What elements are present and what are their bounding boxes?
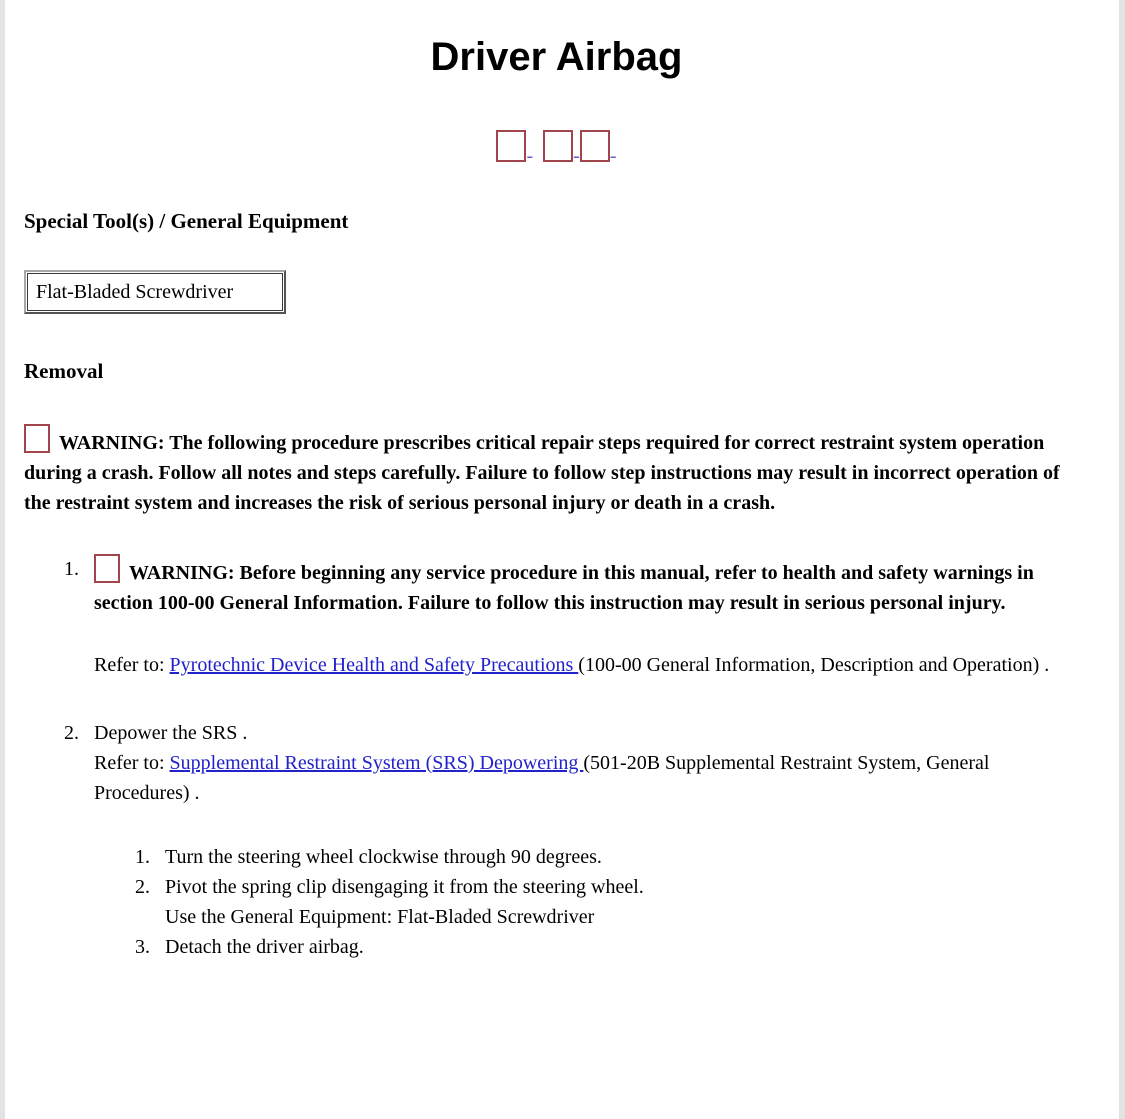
page-edge-left xyxy=(0,0,5,1119)
step-item-2 xyxy=(64,718,1089,962)
removal-steps-list xyxy=(64,554,1089,962)
broken-image-icon xyxy=(24,424,50,453)
substep-body xyxy=(165,872,1089,932)
thumbnail-link-3[interactable] xyxy=(580,130,617,171)
step-text: Depower the SRS . xyxy=(94,722,248,744)
substep-item-3 xyxy=(135,932,1089,962)
removal-heading: Removal xyxy=(24,359,104,383)
substep-text: Detach the driver airbag. xyxy=(165,936,364,958)
refer-prefix: Refer to: xyxy=(94,654,170,676)
thumbnail-row xyxy=(24,130,1089,167)
equipment-cell: Flat-Bladed Screwdriver xyxy=(27,273,283,311)
refer-suffix: (501-20B Supplemental Restraint System, General Procedures) . xyxy=(94,752,990,804)
thumbnail-dash: - xyxy=(609,145,617,167)
link-pyrotechnic-precautions[interactable]: Pyrotechnic Device Health and Safety Precautions xyxy=(169,654,579,676)
table-row xyxy=(27,273,283,311)
thumbnail-link-2[interactable] xyxy=(543,130,580,171)
substep-item-2 xyxy=(135,872,1089,932)
substep-note: Use the General Equipment: Flat-Bladed Screwdriver xyxy=(165,906,595,928)
step-number: 1. xyxy=(64,558,79,580)
broken-image-icon xyxy=(543,130,573,162)
substep-item-1 xyxy=(135,842,1089,872)
main-warning xyxy=(24,424,1089,518)
refer-prefix: Refer to: xyxy=(94,752,170,774)
page-title: Driver Airbag xyxy=(430,35,683,79)
broken-image-icon xyxy=(580,130,610,162)
step-warning-text: WARNING: Before beginning any service procedure in this manual, refer to health and safety warnings in section 100-00 General Information. Failure to follow this instruction may result in serious personal injury. xyxy=(94,562,1034,614)
equipment-table xyxy=(24,270,286,314)
substep-number: 1. xyxy=(135,846,150,868)
substeps-list xyxy=(135,842,1089,962)
thumbnail-link-1[interactable] xyxy=(496,130,533,171)
substep-text: Pivot the spring clip disengaging it from the steering wheel. xyxy=(165,876,644,898)
step-body xyxy=(94,718,1089,962)
step-item-1 xyxy=(64,554,1089,680)
page-edge-right xyxy=(1119,0,1125,1119)
main-warning-text: WARNING: The following procedure prescribes critical repair steps required for correct restraint system operation during a crash. Follow all notes and steps carefully. Failure to follow step instructions may result in incorrect operation of the restraint system and increases the risk of serious personal injury or death in a crash. xyxy=(24,432,1060,514)
substep-number: 3. xyxy=(135,936,150,958)
substep-number: 2. xyxy=(135,876,150,898)
refer-suffix: (100-00 General Information, Description and Operation) . xyxy=(578,654,1050,676)
step-body xyxy=(94,554,1089,680)
step-warning xyxy=(94,554,1089,618)
special-tools-heading: Special Tool(s) / General Equipment xyxy=(24,209,349,233)
broken-image-icon xyxy=(94,554,120,583)
step-number: 2. xyxy=(64,722,79,744)
broken-image-icon xyxy=(496,130,526,162)
refer-block xyxy=(94,650,1089,680)
link-srs-depowering[interactable]: Supplemental Restraint System (SRS) Depowering xyxy=(169,752,584,774)
thumbnail-dash: - xyxy=(526,145,534,167)
substep-text: Turn the steering wheel clockwise through 90 degrees. xyxy=(165,846,602,868)
refer-block xyxy=(94,748,1089,808)
thumbnail-dash: - xyxy=(573,145,580,167)
